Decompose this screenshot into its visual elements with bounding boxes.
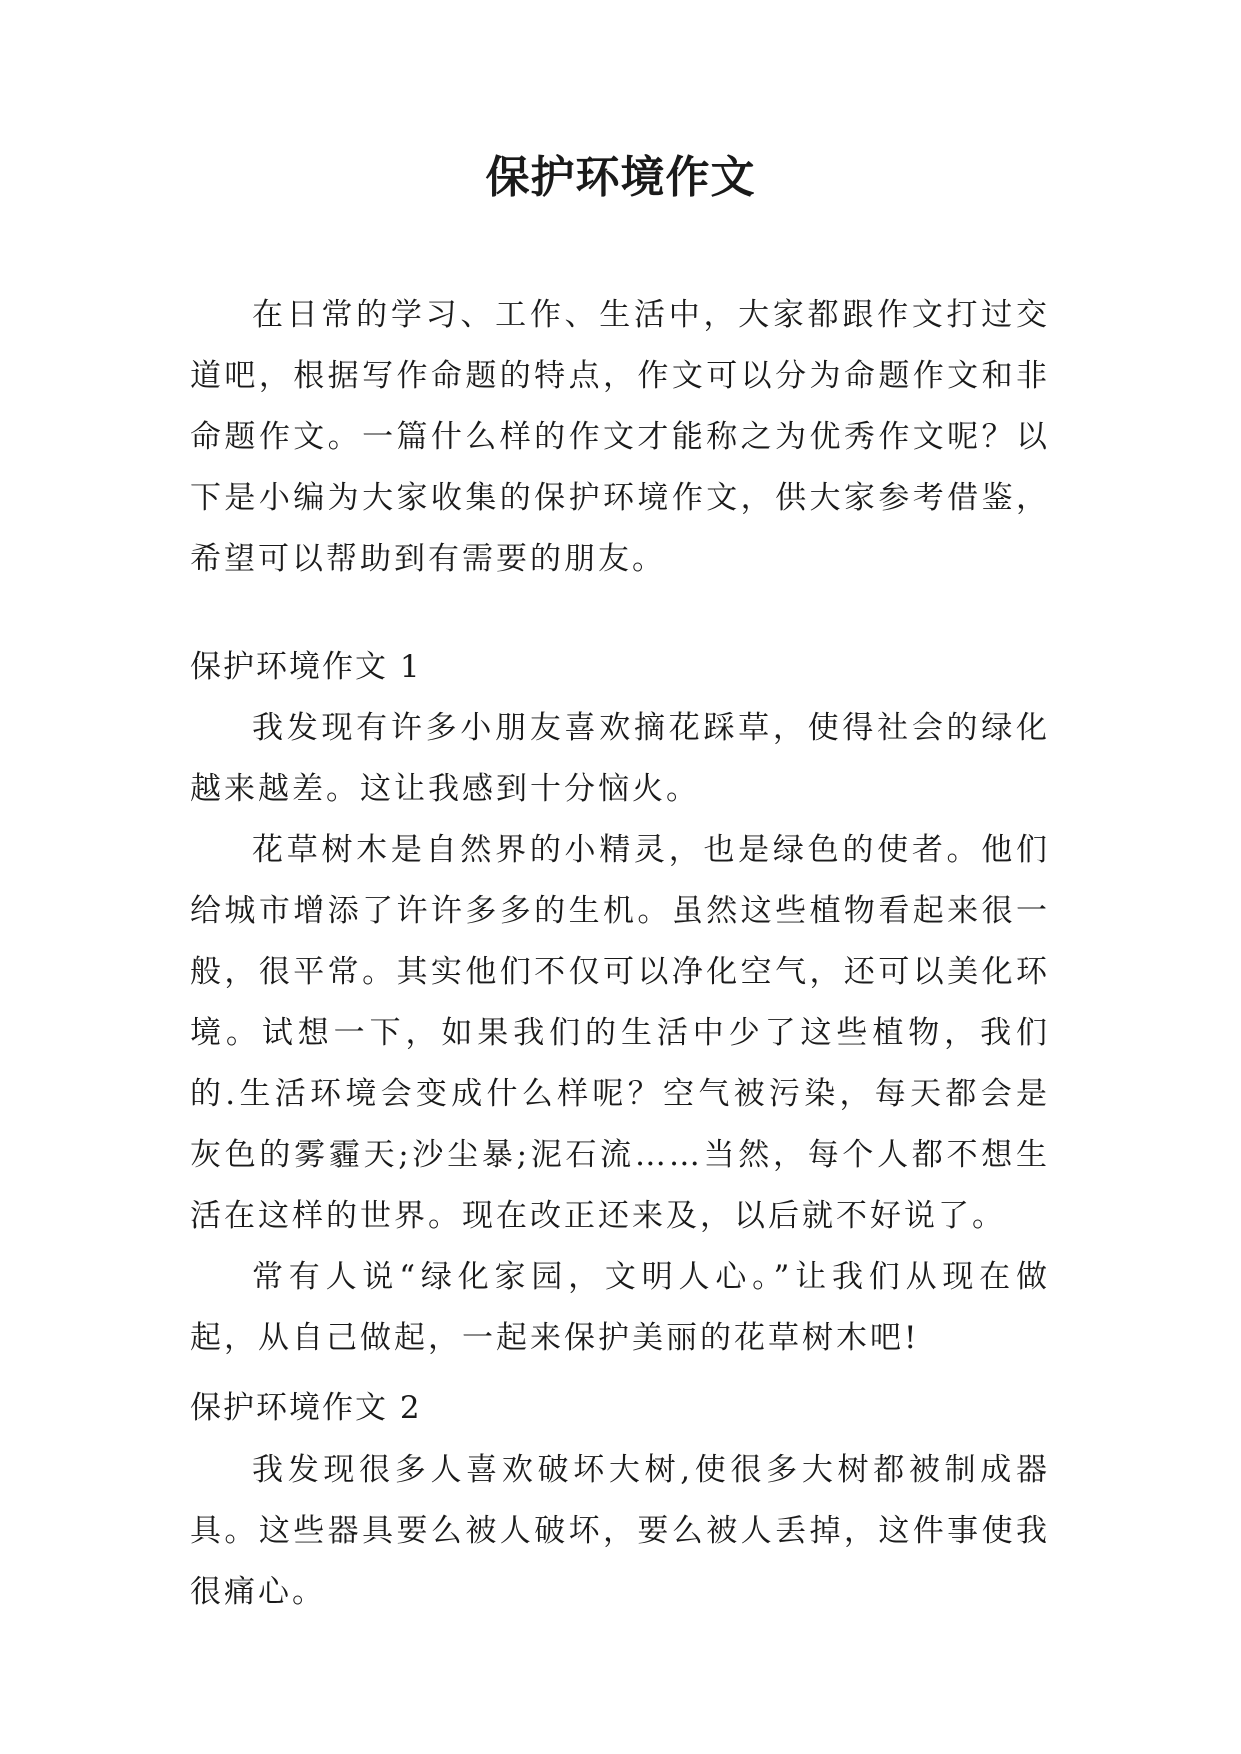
- section-body-2: [190, 1440, 1050, 1623]
- section-1-paragraph-2: 花草树木是自然界的小精灵，也是绿色的使者。他们给城市增添了许许多多的生机。虽然这些植物看起来很一般，很平常。其实他们不仅可以净化空气，还可以美化环境。试想一下，如果我们的生活中少了这些植物，我们的.生活环境会变成什么样呢？空气被污染，每天都会是灰色的雾霾天;沙尘暴;泥石流……当然，每个人都不想生活在这样的世界。现在改正还来及，以后就不好说了。: [190, 832, 1050, 1234]
- intro-paragraph: [190, 285, 1050, 590]
- section-heading-2: 保护环境作文 2: [190, 1390, 422, 1426]
- section-1-paragraph-1: 我发现有许多小朋友喜欢摘花踩草，使得社会的绿化越来越差。这让我感到十分恼火。: [190, 710, 1050, 807]
- section-heading-1: 保护环境作文 1: [190, 649, 422, 685]
- document-title: 保护环境作文: [485, 152, 756, 203]
- intro-text: 在日常的学习、工作、生活中，大家都跟作文打过交道吧，根据写作命题的特点，作文可以分为命题作文和非命题作文。一篇什么样的作文才能称之为优秀作文呢？以下是小编为大家收集的保护环境作文，供大家参考借鉴，希望可以帮助到有需要的朋友。: [190, 297, 1050, 577]
- section-2-paragraph-1: 我发现很多人喜欢破坏大树,使很多大树都被制成器具。这些器具要么被人破坏，要么被人丢掉，这件事使我很痛心。: [190, 1452, 1050, 1610]
- section-1-paragraph-3: 常有人说“绿化家园，文明人心。”让我们从现在做起，从自己做起，一起来保护美丽的花草树木吧!: [190, 1259, 1050, 1356]
- section-body-1: [190, 698, 1050, 1369]
